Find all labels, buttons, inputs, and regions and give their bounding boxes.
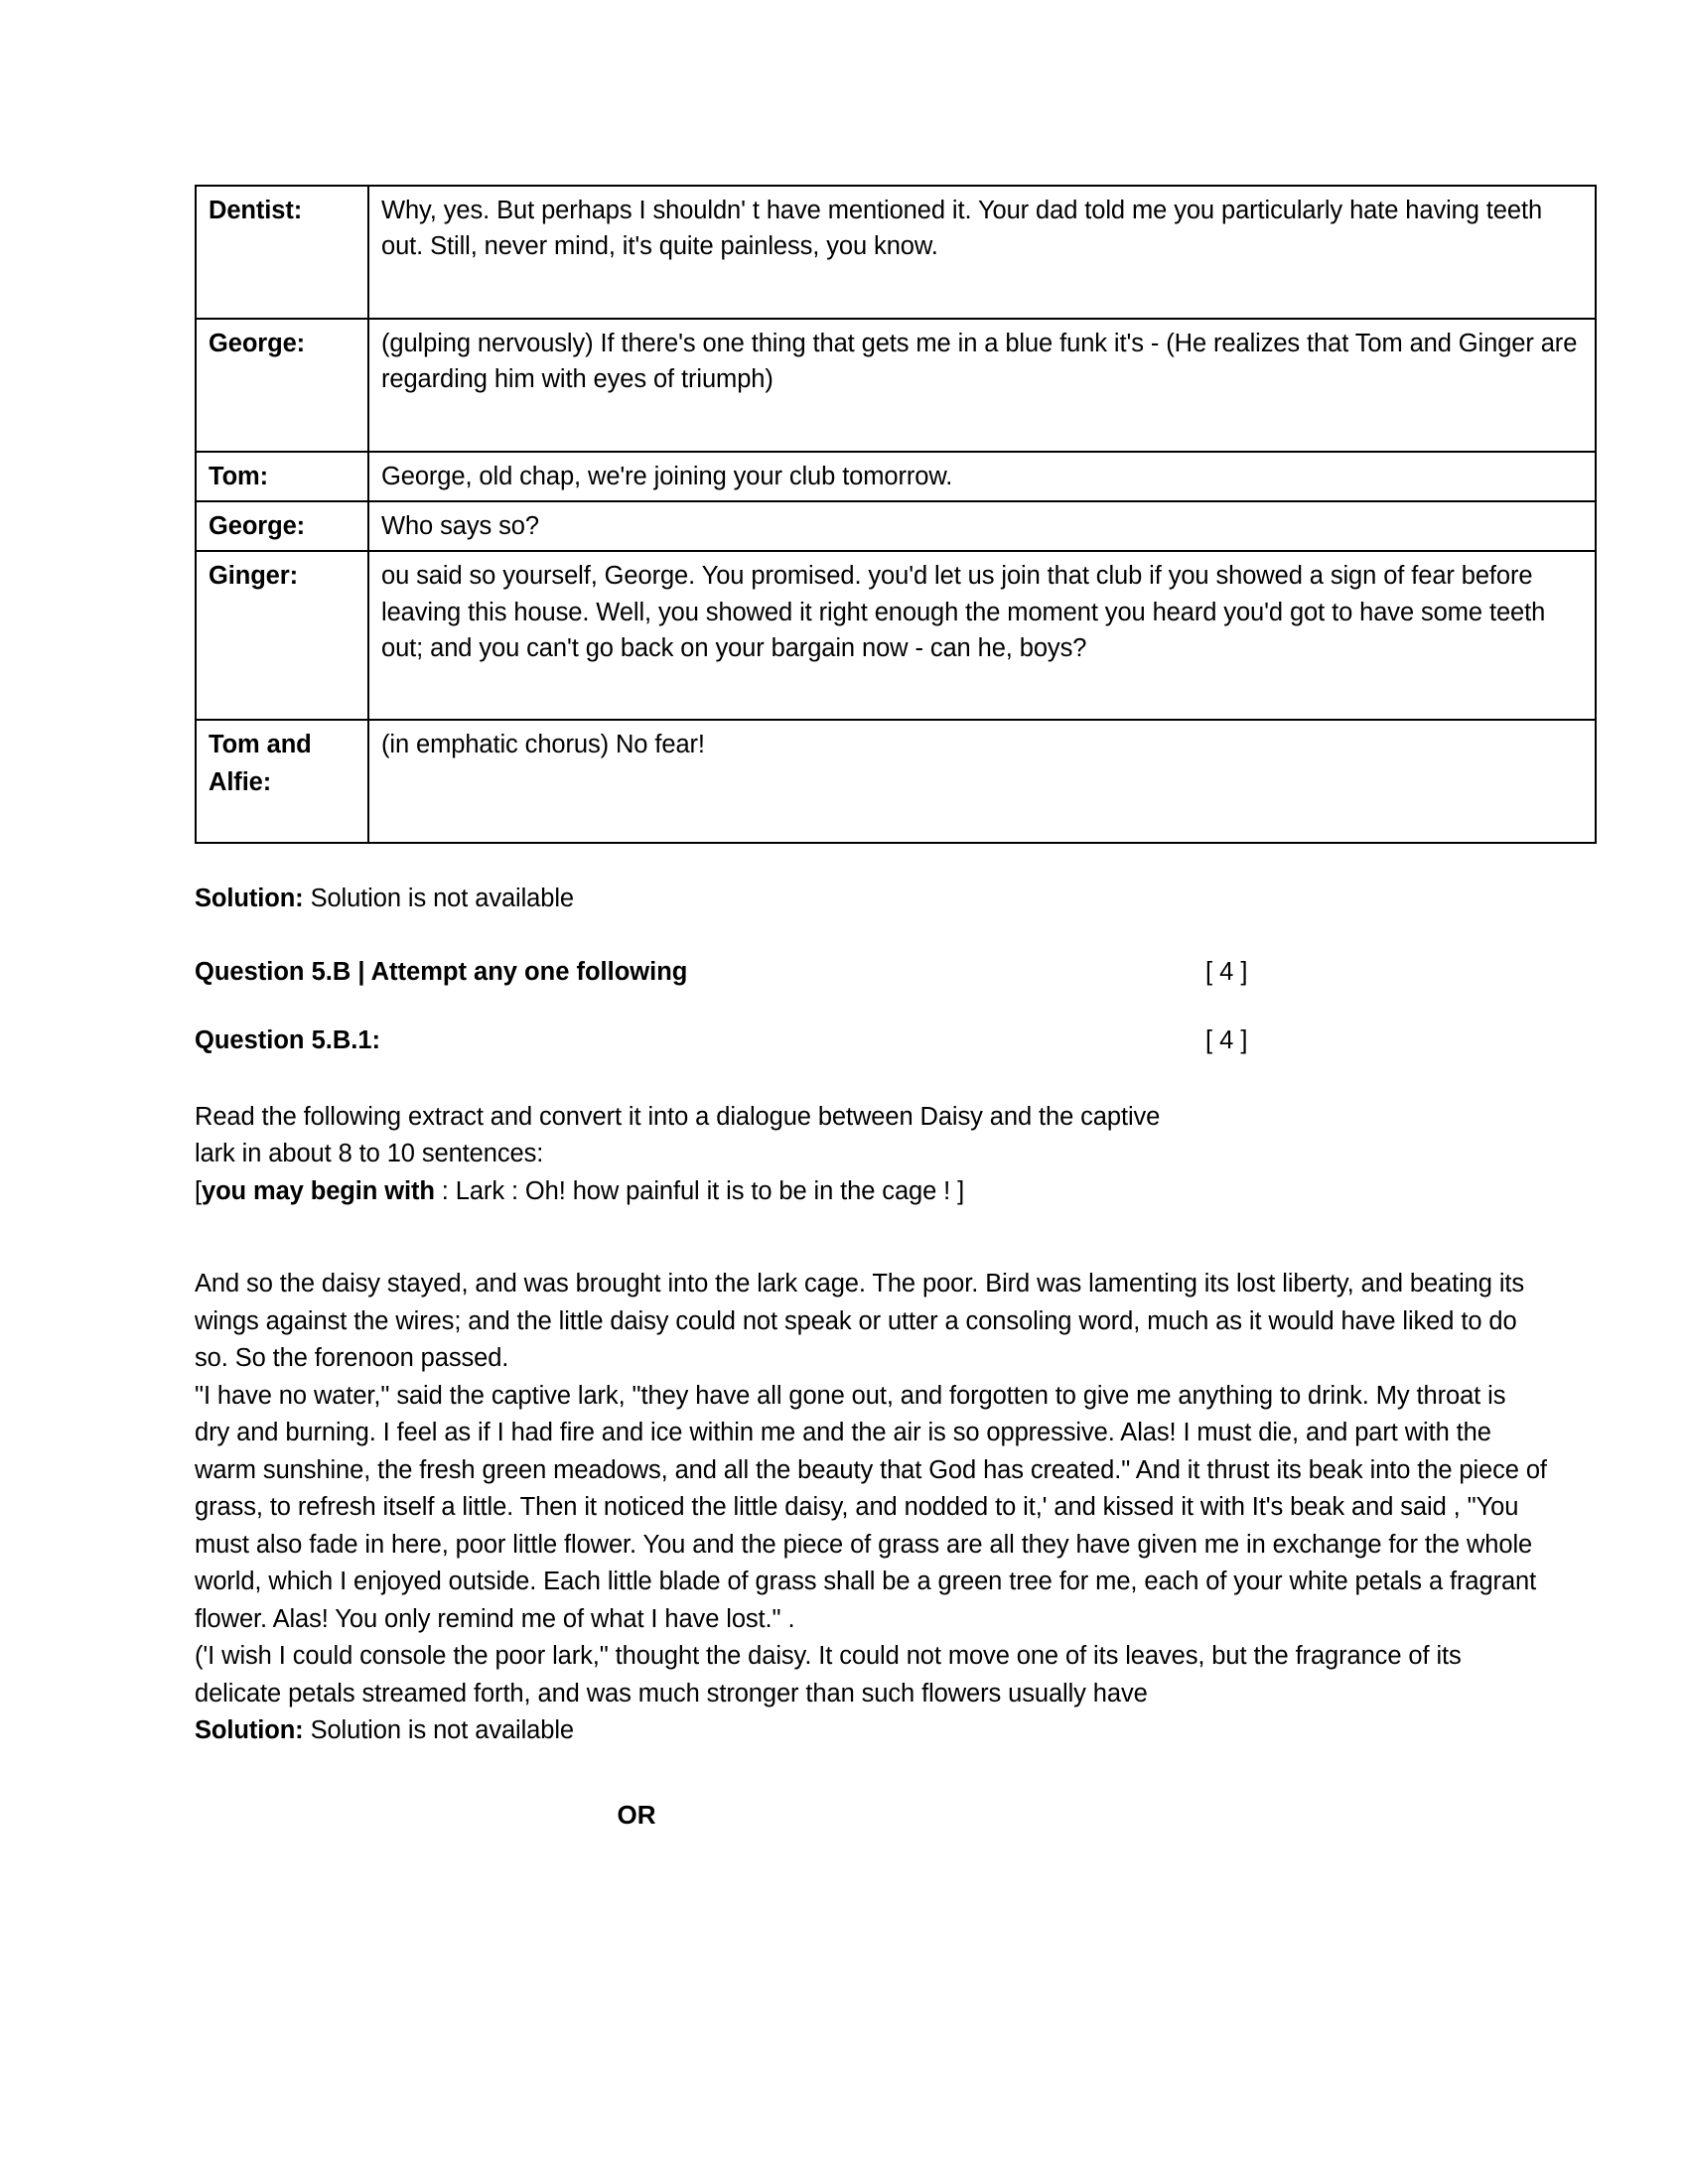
table-row <box>196 186 1596 319</box>
table-row <box>196 452 1596 501</box>
solution-text: Solution is not available <box>303 885 574 913</box>
dialogue-cell: George, old chap, we're joining your club tomorrow. <box>368 452 1596 501</box>
table-row <box>196 319 1596 452</box>
table-row <box>196 551 1596 720</box>
question-5b-marks: [ 4 ] <box>1205 957 1248 986</box>
page-content <box>195 185 1578 1831</box>
instruction-block <box>195 1099 1547 1210</box>
extract-paragraph-3: ('I wish I could console the poor lark," thought the daisy. It could not move one of its leaves, but the fragrance of its delicate petals streamed forth, and was much stronger than such flowers usually have <box>195 1642 1462 1707</box>
begin-with-bold: you may begin with <box>202 1176 435 1205</box>
dialogue-cell: (gulping nervously) If there's one thing that gets me in a blue funk it's - (He realizes that Tom and Ginger are regarding him with eyes of triumph) <box>368 319 1596 452</box>
speaker-cell: Tom: <box>196 452 368 501</box>
question-5b1-row <box>195 1026 1547 1055</box>
speaker-cell: Dentist: <box>196 186 368 319</box>
speaker-cell: George: <box>196 319 368 452</box>
question-5b-label: Question 5.B | Attempt any one following <box>195 957 688 986</box>
solution-label: Solution: <box>195 1716 304 1745</box>
instruction-line-1: Read the following extract and convert it into a dialogue between Daisy and the captive <box>195 1102 1161 1131</box>
solution-line-1 <box>195 881 1547 917</box>
dialogue-table <box>195 185 1597 844</box>
speaker-cell: George: <box>196 501 368 551</box>
begin-with-rest: : Lark : Oh! how painful it is to be in the cage ! ] <box>434 1176 965 1205</box>
dialogue-cell: ou said so yourself, George. You promised. you'd let us join that club if you showed a sign of fear before leaving this house. Well, you showed it right enough the moment you heard you'd got to have some teeth out; and you can't go back on your bargain now - can he, boys? <box>368 551 1596 720</box>
question-5b1-marks: [ 4 ] <box>1205 1025 1248 1054</box>
extract-paragraph-1: And so the daisy stayed, and was brought into the lark cage. The poor. Bird was lamenting its lost liberty, and beating its wings against the wires; and the little daisy could not speak or utter a consoling word, much as it would have liked to do so. So the forenoon passed. <box>195 1270 1525 1373</box>
question-5b-row <box>195 958 1547 987</box>
solution-line-2 <box>195 1712 1547 1749</box>
question-5b1-heading <box>195 1026 1547 1055</box>
question-5b-heading <box>195 958 1547 987</box>
extract-paragraph-2: "I have no water," said the captive lark, "they have all gone out, and forgotten to give me anything to drink. My throat is dry and burning. I feel as if I had fire and ice within me and the air is so oppressive. Alas! I must die, and part with the warm sunshine, the fresh green meadows, and all the beauty that God has created." And it thrust its beak into the piece of grass, to refresh itself a little. Then it noticed the little daisy, and nodded to it,' and kissed it with It's beak and said , "You must also fade in here, poor little flower. You and the piece of grass are all they have given me in exchange for the whole world, which I enjoyed outside. Each little blade of grass shall be a green tree for me, each of your white petals a fragrant flower. Alas! You only remind me of what I have lost." . <box>195 1381 1547 1633</box>
dialogue-cell: Why, yes. But perhaps I shouldn' t have mentioned it. Your dad told me you particularly hate having teeth out. Still, never mind, it's quite painless, you know. <box>368 186 1596 319</box>
table-row <box>196 720 1596 843</box>
question-5b1-label: Question 5.B.1: <box>195 1025 381 1054</box>
speaker-cell: Tom and Alfie: <box>196 720 368 843</box>
instruction-line-2: lark in about 8 to 10 sentences: <box>195 1140 544 1168</box>
table-row <box>196 501 1596 551</box>
dialogue-table-body <box>196 186 1596 843</box>
dialogue-cell: Who says so? <box>368 501 1596 551</box>
dialogue-cell: (in emphatic chorus) No fear! <box>368 720 1596 843</box>
speaker-cell: Ginger: <box>196 551 368 720</box>
begin-bracket-open: [ <box>195 1176 202 1205</box>
solution-text: Solution is not available <box>303 1716 574 1745</box>
solution-label: Solution: <box>195 885 304 913</box>
or-divider: OR <box>617 1799 656 1830</box>
